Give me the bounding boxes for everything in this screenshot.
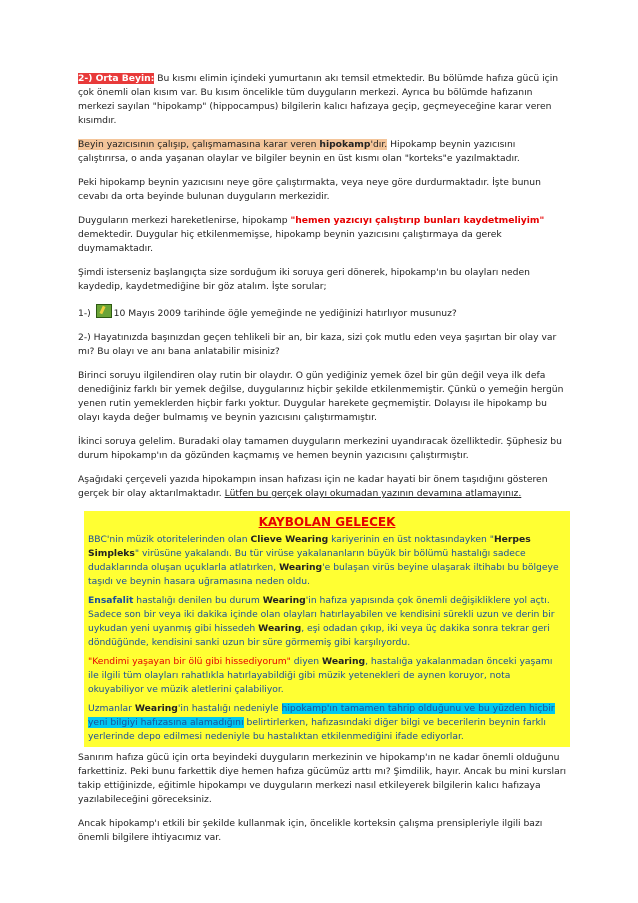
highlighted-text <box>78 139 387 150</box>
text-c: " virüsüne yakalandı. Bu tür virüse yakalananların büyük bir bölümü hastalığı sadece dudaklarında oluşan uçuklarla atlatırken, <box>88 548 526 573</box>
paragraph-hipokamp <box>78 138 568 166</box>
question-1 <box>78 304 568 321</box>
quote-text: "Kendimi yaşayan bir ölü gibi hissediyorum" <box>88 656 291 667</box>
paragraph-sanirim: Sanırım hafıza gücü için orta beyindeki duyguların merkezinin ve hipokamp'ın ne kadar önemli olduğunu farkettiniz. Peki bunu farkettik diye hemen hafıza gücümüz arttı mı? Şimdilik, hayır. Ancak bu mini kursları takip ettiğinizde, eğitimle hipokampı ve duyguların merkezi nasıl etkileyerek bilgilerin kalıcı hafızaya yazılabileceğini göreceksiniz. <box>78 752 567 805</box>
box-paragraph-1 <box>88 533 566 589</box>
virus-name: Herpes Simpleks <box>88 534 531 559</box>
box-title: KAYBOLAN GELECEK <box>258 515 396 529</box>
text-b: , hastalığa yakalanmadan önceki yaşamı ile ilgili tüm olayları rahatlıkla hatırlayabildiği gibi müzik yetenekleri de aynen koruyor, nota okuyabiliyor ve müzik aletlerini çalabiliyor. <box>88 656 553 695</box>
paragraph-ikinci: İkinci soruya gelelim. Buradaki olay tamamen duyguların merkezini uyandıracak özelliktedir. Şüphesiz bu durum hipokamp'ın da gözünden kaçmamış ve hemen beynin yazıcısını çalıştırmıştır. <box>78 436 562 461</box>
highlight-bold: hipokamp <box>319 139 371 150</box>
paragraph-ancak: Ancak hipokamp'ı etkili bir şekilde kullanmak için, öncelikle korteksin çalışma prensipleriyle ilgili bazı önemli bilgilere ihtiyacımız var. <box>78 818 543 843</box>
highlighted-text: hipokamp'ın tamamen tahrip olduğunu ve bu yüzden hiçbir yeni bilgiyi hafızasına alamadığını <box>88 703 555 728</box>
text-a: Duyguların merkezi hareketlenirse, hipokamp <box>78 215 291 226</box>
paragraph-simdi: Şimdi isterseniz başlangıçta size sorduğum iki soruya geri dönerek, hipokamp'ın bu olayları neden kaydedip, kaydetmediğine bir göz atalım. İşte sorular; <box>78 267 530 292</box>
highlight-part: Beyin yazıcısının çalışıp, çalışmamasına karar veren <box>78 139 320 150</box>
paragraph-duygular <box>78 214 568 256</box>
story-box <box>84 511 570 747</box>
text-a: Uzmanlar <box>88 703 135 714</box>
text-c: , eşi odadan çıkıp, iki veya üç dakika sonra tekrar geri döndüğünde, kendisini sanki uzun bir süre görmemiş gibi karşılıyordu. <box>88 623 550 648</box>
person-name: Wearing <box>262 595 306 606</box>
paragraph-text: Bu kısmı elimin içindeki yumurtanın akı temsil etmektedir. Bu bölümde hafıza gücü için çok önemli olan kısım var. Bu kısım öncelikle tüm duyguların merkezi. Ayrıca bu bölümde hafızanın merkezi sayılan "hipokamp" (hippocampus) bilgilerin kalıcı hafızaya geçip, geçmeyeceğine karar veren kısımdır. <box>78 73 559 126</box>
text-a: diyen <box>290 656 323 667</box>
paragraph-asagidaki <box>78 473 568 501</box>
paragraph-peki: Peki hipokamp beynin yazıcısını neye göre çalıştırmakta, veya neye göre durdurmaktadır. İşte bunun cevabı da orta beyinde bulunan duyguların merkezidir. <box>78 177 541 202</box>
section-label: 2-) Orta Beyin: <box>78 73 155 84</box>
question-2: 2-) Hayatınızda başınızdan geçen tehlikeli bir an, bir kaza, sizi çok mutlu eden veya şaşırtan bir olay var mı? Bu olayı ve anı bana anlatabilir misiniz? <box>78 332 557 357</box>
paragraph-text: Aşağıdaki çerçeveli yazıda hipokampın insan hafızası için ne kadar hayati bir önem taşıdığını gösteren gerçek bir olay aktarılmaktadır. <box>78 474 548 499</box>
box-paragraph-2 <box>88 594 566 650</box>
text-b: kariyerinin en üst noktasındayken " <box>328 534 494 545</box>
quote-text: "hemen yazıcıyı çalıştırıp bunları kaydetmeliyim" <box>290 215 545 226</box>
person-name: Clieve Wearing <box>250 534 329 545</box>
question-number: 1-) <box>78 308 91 319</box>
highlight-end: 'dır. <box>370 139 388 150</box>
document-page <box>78 72 568 855</box>
person-name: Wearing <box>134 703 178 714</box>
person-name: Wearing <box>279 562 323 573</box>
text-d: 'e bulaşan virüs beyine ulaşarak iltihabı bu bölgeye taşıdı ve beynin hasara uğramasına neden oldu. <box>88 562 559 587</box>
person-name: Wearing <box>258 623 302 634</box>
text-c: belirtirlerken, hafızasındaki diğer bilgi ve becerilerin beynin farklı yerlerinde depo edilmesi nedeniyle bu hastalıktan etkilenmediğini ifade ediyorlar. <box>88 717 546 742</box>
text-b: 'in hastalığı nedeniyle <box>177 703 282 714</box>
text-a: BBC'nin müzik otoritelerinden olan <box>88 534 251 545</box>
question-text: 10 Mayıs 2009 tarihinde öğle yemeğinde ne yediğinizi hatırlıyor musunuz? <box>113 308 457 319</box>
term-label: Ensafalit <box>88 595 134 606</box>
box-paragraph-3 <box>88 655 566 697</box>
person-name: Wearing <box>322 656 366 667</box>
text-a: hastalığı denilen bu durum <box>133 595 263 606</box>
pencil-icon <box>96 304 112 318</box>
paragraph-text: Hipokamp beynin yazıcısını çalıştırırsa, o anda yaşanan olaylar ve bilgiler beynin en üst kısmı olan "korteks"e yazılmaktadır. <box>78 139 520 164</box>
text-b: demektedir. Duygular hiç etkilenmemişse, hipokamp beynin yazıcısını çalıştırmaya da gerek duymamaktadır. <box>78 229 502 254</box>
text-b: 'in hafıza yapısında çok önemli değişikliklere yol açtı. Sadece son bir veya iki dakika içinde olan olayları hatırlayabilen ve kendisini sürekli uzun ve derin bir uykudan yeni uyanmış gibi hissedeh <box>88 595 555 634</box>
paragraph-orta-beyin <box>78 72 568 128</box>
underlined-text: Lütfen bu gerçek olayı okumadan yazının devamına atlamayınız. <box>224 488 522 499</box>
box-paragraph-4 <box>88 702 566 744</box>
paragraph-birinci: Birinci soruyu ilgilendiren olay rutin bir olaydır. O gün yediğiniz yemek özel bir gün değil veya ilk defa denediğiniz farklı bir yemek değilse, duygularınız hiçbir şekilde etkilenmemiştir. Çünkü o yemeğin hergün yenen rutin yemeklerden hiçbir farkı yoktur. Duygular harekete geçmemiştir. Dolayısı ile hipokamp bu olayı kayda değer bulmamış ve beynin yazıcısını çalıştırmamıştır. <box>78 370 564 423</box>
